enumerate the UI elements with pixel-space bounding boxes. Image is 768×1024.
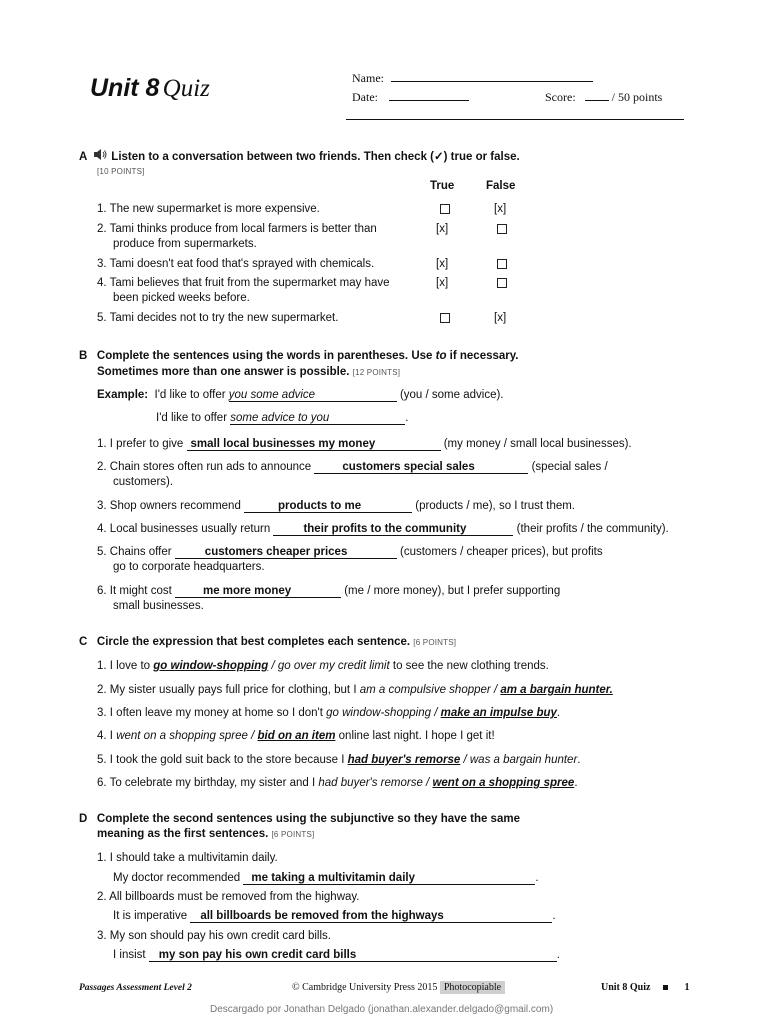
section-c-points: [6 POINTS] [413, 638, 457, 647]
option[interactable]: am a compulsive shopper [359, 684, 491, 696]
score-blank[interactable] [585, 100, 609, 101]
option[interactable]: was a bargain hunter [469, 754, 578, 766]
checkbox-icon [440, 313, 450, 323]
page-number: 1 [684, 982, 690, 993]
option-selected[interactable]: had buyer's remorse [347, 754, 461, 766]
checkbox-icon [497, 278, 507, 288]
list-item: 6. It might cost me more money (me / more money), but I prefer supporting [97, 585, 561, 597]
answer-line: I insist my son pay his own credit card bills . [113, 949, 560, 961]
header-rule [346, 119, 684, 120]
option[interactable]: go window-shopping [326, 707, 431, 719]
option-selected[interactable]: go window-shopping [153, 660, 269, 672]
section-c-heading: C Circle the expression that best completes each sentence. [6 POINTS] [79, 636, 457, 648]
false-checkbox[interactable]: [x] [494, 203, 507, 215]
speaker-icon [94, 149, 108, 163]
footer-center [292, 982, 505, 993]
page-title [90, 74, 210, 103]
list-item: 6. To celebrate my birthday, my sister and I had buyer's remorse / went on a shopping spree. [97, 777, 578, 789]
col-false-header: False [486, 180, 516, 192]
score-label: Score: [545, 90, 576, 104]
list-item: 5. Tami decides not to try the new supermarket. [97, 312, 339, 324]
true-checkbox[interactable] [440, 204, 450, 217]
false-checkbox[interactable] [497, 224, 507, 237]
example-1: Example: I'd like to offer you some advice (you / some advice). [97, 389, 504, 401]
list-item: 1. The new supermarket is more expensive. [97, 203, 320, 215]
section-d-points: [6 POINTS] [271, 830, 315, 839]
answer-blank[interactable]: me taking a multivitamin daily [243, 872, 535, 885]
answer-blank[interactable]: their profits to the community [273, 523, 513, 536]
section-b-points: [12 POINTS] [352, 368, 401, 377]
true-checkbox[interactable]: [x] [436, 277, 449, 289]
section-b-heading: B Complete the sentences using the words in parentheses. Use to if necessary. [79, 350, 519, 362]
list-item: 4. I went on a shopping spree / bid on an item online last night. I hope I get it! [97, 730, 495, 742]
section-b-heading-l2: Sometimes more than one answer is possible. [12 POINTS] [97, 366, 401, 378]
list-item-cont: go to corporate headquarters. [113, 561, 265, 573]
name-field[interactable] [352, 71, 593, 86]
col-true-header: True [430, 180, 455, 192]
list-item: 1. I prefer to give small local businesses my money (my money / small local businesses). [97, 438, 632, 450]
section-a-instruction-post: ) true or false. [443, 151, 520, 163]
footer-right: Unit 8 Quiz 1 [601, 982, 690, 993]
false-checkbox[interactable] [497, 259, 507, 272]
download-note: Descargado por Jonathan Delgado (jonathan.alexander.delgado@gmail.com) [210, 1004, 554, 1015]
list-item: 5. Chains offer customers cheaper prices (customers / cheaper prices), but profits [97, 546, 603, 558]
option[interactable]: go over my credit limit [277, 660, 390, 672]
list-item: 5. I took the gold suit back to the store because I had buyer's remorse / was a bargain hunter. [97, 754, 581, 766]
checkbox-icon [497, 224, 507, 234]
section-d-heading-l2: meaning as the first sentences. [6 POINTS] [97, 828, 315, 840]
score-suffix: / 50 points [611, 90, 663, 104]
copyright: © Cambridge University Press 2015 [292, 982, 438, 993]
example-answer: some advice to you [230, 412, 405, 425]
answer-blank[interactable]: me more money [175, 585, 341, 598]
true-checkbox[interactable]: [x] [436, 258, 449, 270]
list-item: 2. All billboards must be removed from the highway. [97, 891, 360, 903]
list-item-cont: produce from supermarkets. [113, 238, 257, 250]
list-item: 1. I love to go window-shopping / go over my credit limit to see the new clothing trends. [97, 660, 549, 672]
list-item: 3. Tami doesn't eat food that's sprayed with chemicals. [97, 258, 375, 270]
list-item: 3. My son should pay his own credit card bills. [97, 930, 331, 942]
answer-blank[interactable]: all billboards be removed from the highways [190, 910, 552, 923]
checkbox-icon [440, 204, 450, 214]
option[interactable]: went on a shopping spree [116, 730, 248, 742]
list-item: 2. My sister usually pays full price for clothing, but I am a compulsive shopper / am a bargain hunter. [97, 684, 613, 696]
list-item: 3. Shop owners recommend products to me (products / me), so I trust them. [97, 500, 576, 512]
answer-blank[interactable]: small local businesses my money [187, 438, 441, 451]
answer-blank[interactable]: customers special sales [314, 461, 528, 474]
score-field[interactable] [545, 90, 662, 105]
list-item: 2. Tami thinks produce from local farmers is better than [97, 223, 377, 235]
answer-line: It is imperative all billboards be removed from the highways . [113, 910, 556, 922]
list-item: 2. Chain stores often run ads to announce customers special sales (special sales / [97, 461, 608, 473]
list-item: 3. I often leave my money at home so I don't go window-shopping / make an impulse buy. [97, 707, 561, 719]
section-d-heading: D Complete the second sentences using the subjunctive so they have the same [79, 813, 520, 825]
example-answer: you some advice [229, 389, 397, 402]
date-blank[interactable] [389, 100, 469, 101]
name-blank[interactable] [391, 81, 593, 82]
option-selected[interactable]: went on a shopping spree [432, 777, 575, 789]
date-field[interactable] [352, 90, 469, 105]
footer-left: Passages Assessment Level 2 [79, 983, 192, 993]
option-selected[interactable]: am a bargain hunter. [500, 684, 613, 696]
list-item-cont: been picked weeks before. [113, 292, 250, 304]
answer-blank[interactable]: customers cheaper prices [175, 546, 397, 559]
list-item: 4. Tami believes that fruit from the supermarket may have [97, 277, 390, 289]
list-item: 4. Local businesses usually return their profits to the community (their profits / the community). [97, 523, 669, 535]
checkbox-icon [497, 259, 507, 269]
title-unit: Unit 8 [90, 74, 160, 102]
option-selected[interactable]: make an impulse buy [440, 707, 557, 719]
section-a-letter: A [79, 151, 87, 163]
section-a-points: [10 POINTS] [97, 167, 145, 176]
title-quiz: Quiz [162, 75, 210, 102]
list-item-cont: customers). [113, 476, 174, 488]
true-checkbox[interactable]: [x] [436, 223, 449, 235]
check-mark-icon: ✓ [434, 151, 444, 163]
false-checkbox[interactable] [497, 278, 507, 291]
false-checkbox[interactable]: [x] [494, 312, 507, 324]
true-checkbox[interactable] [440, 313, 450, 326]
answer-line: My doctor recommended me taking a multivitamin daily . [113, 872, 539, 884]
option[interactable]: had buyer's remorse [318, 777, 423, 789]
section-a-heading [79, 149, 520, 163]
date-label: Date: [352, 90, 378, 104]
list-item: 1. I should take a multivitamin daily. [97, 852, 278, 864]
square-bullet-icon [663, 985, 668, 990]
option-selected[interactable]: bid on an item [257, 730, 336, 742]
name-label: Name: [352, 71, 384, 85]
answer-blank[interactable]: products to me [244, 500, 412, 513]
section-a-instruction-pre: Listen to a conversation between two friends. Then check ( [111, 151, 434, 163]
list-item-cont: small businesses. [113, 600, 204, 612]
example-2: I'd like to offer some advice to you . [156, 412, 409, 424]
answer-blank[interactable]: my son pay his own credit card bills [149, 949, 557, 962]
photocopiable-badge: Photocopiable [440, 981, 505, 994]
